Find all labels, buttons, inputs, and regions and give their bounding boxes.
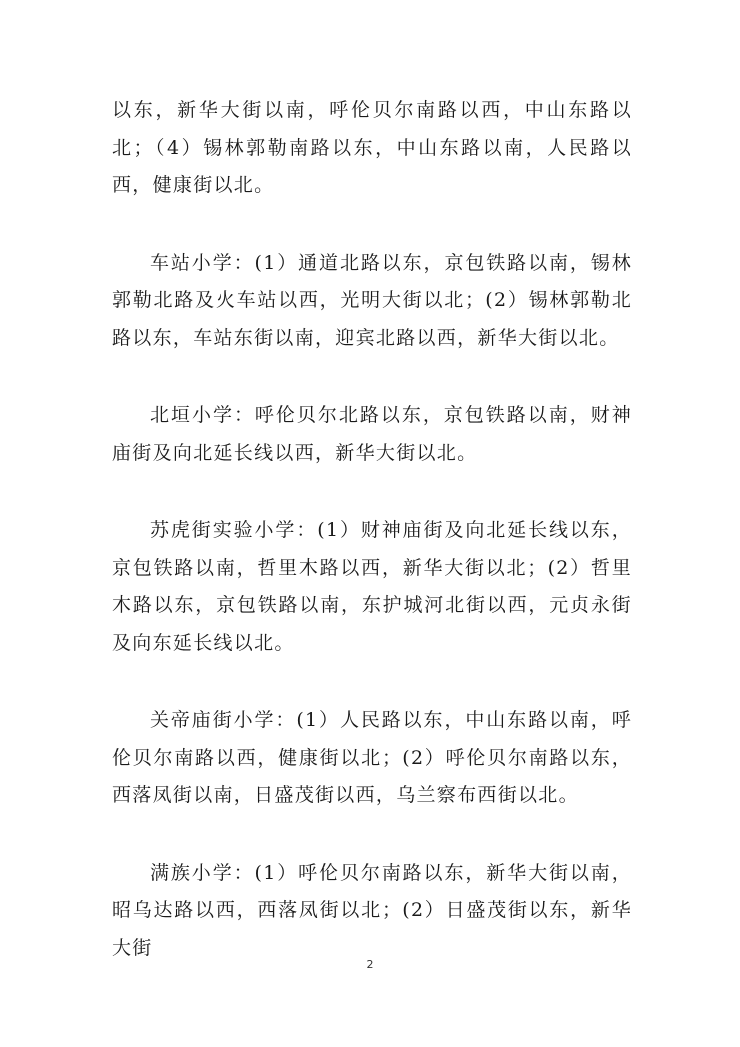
paragraph-continuation: 以东，新华大街以南，呼伦贝尔南路以西，中山东路以北；（4）锡林郭勒南路以东，中山东路以南，人民路以西，健康街以北。 xyxy=(112,99,632,196)
paragraph-suhujie-school: 苏虎街实验小学：(1）财神庙街及向北延长线以东，京包铁路以南，哲里木路以西，新华大街以北；(2）哲里木路以东，京包铁路以南，东护城河北街以西，元贞永街及向东延长线以北。 xyxy=(112,519,632,654)
paragraph-chezhan-school: 车站小学：(1）通道北路以东，京包铁路以南，锡林郭勒北路及火车站以西，光明大街以北；(2）锡林郭勒北路以东，车站东街以南，迎宾北路以西，新华大街以北。 xyxy=(112,251,632,349)
paragraph-guandimiao-school: 关帝庙街小学：(1）人民路以东，中山东路以南，呼伦贝尔南路以西，健康街以北；(2）呼伦贝尔南路以东，西落凤街以南，日盛茂街以西，乌兰察布西街以北。 xyxy=(112,709,632,806)
document-body xyxy=(112,92,632,1007)
page-number: 2 xyxy=(366,958,374,971)
paragraph-manzu-school: 满族小学：(1）呼伦贝尔南路以东，新华大街以南，昭乌达路以西，西落凤街以北；(2）日盛茂街以东，新华大街 xyxy=(112,861,632,959)
paragraph-beiyuan-school: 北垣小学：呼伦贝尔北路以东，京包铁路以南，财神庙街及向北延长线以西，新华大街以北。 xyxy=(112,404,632,464)
